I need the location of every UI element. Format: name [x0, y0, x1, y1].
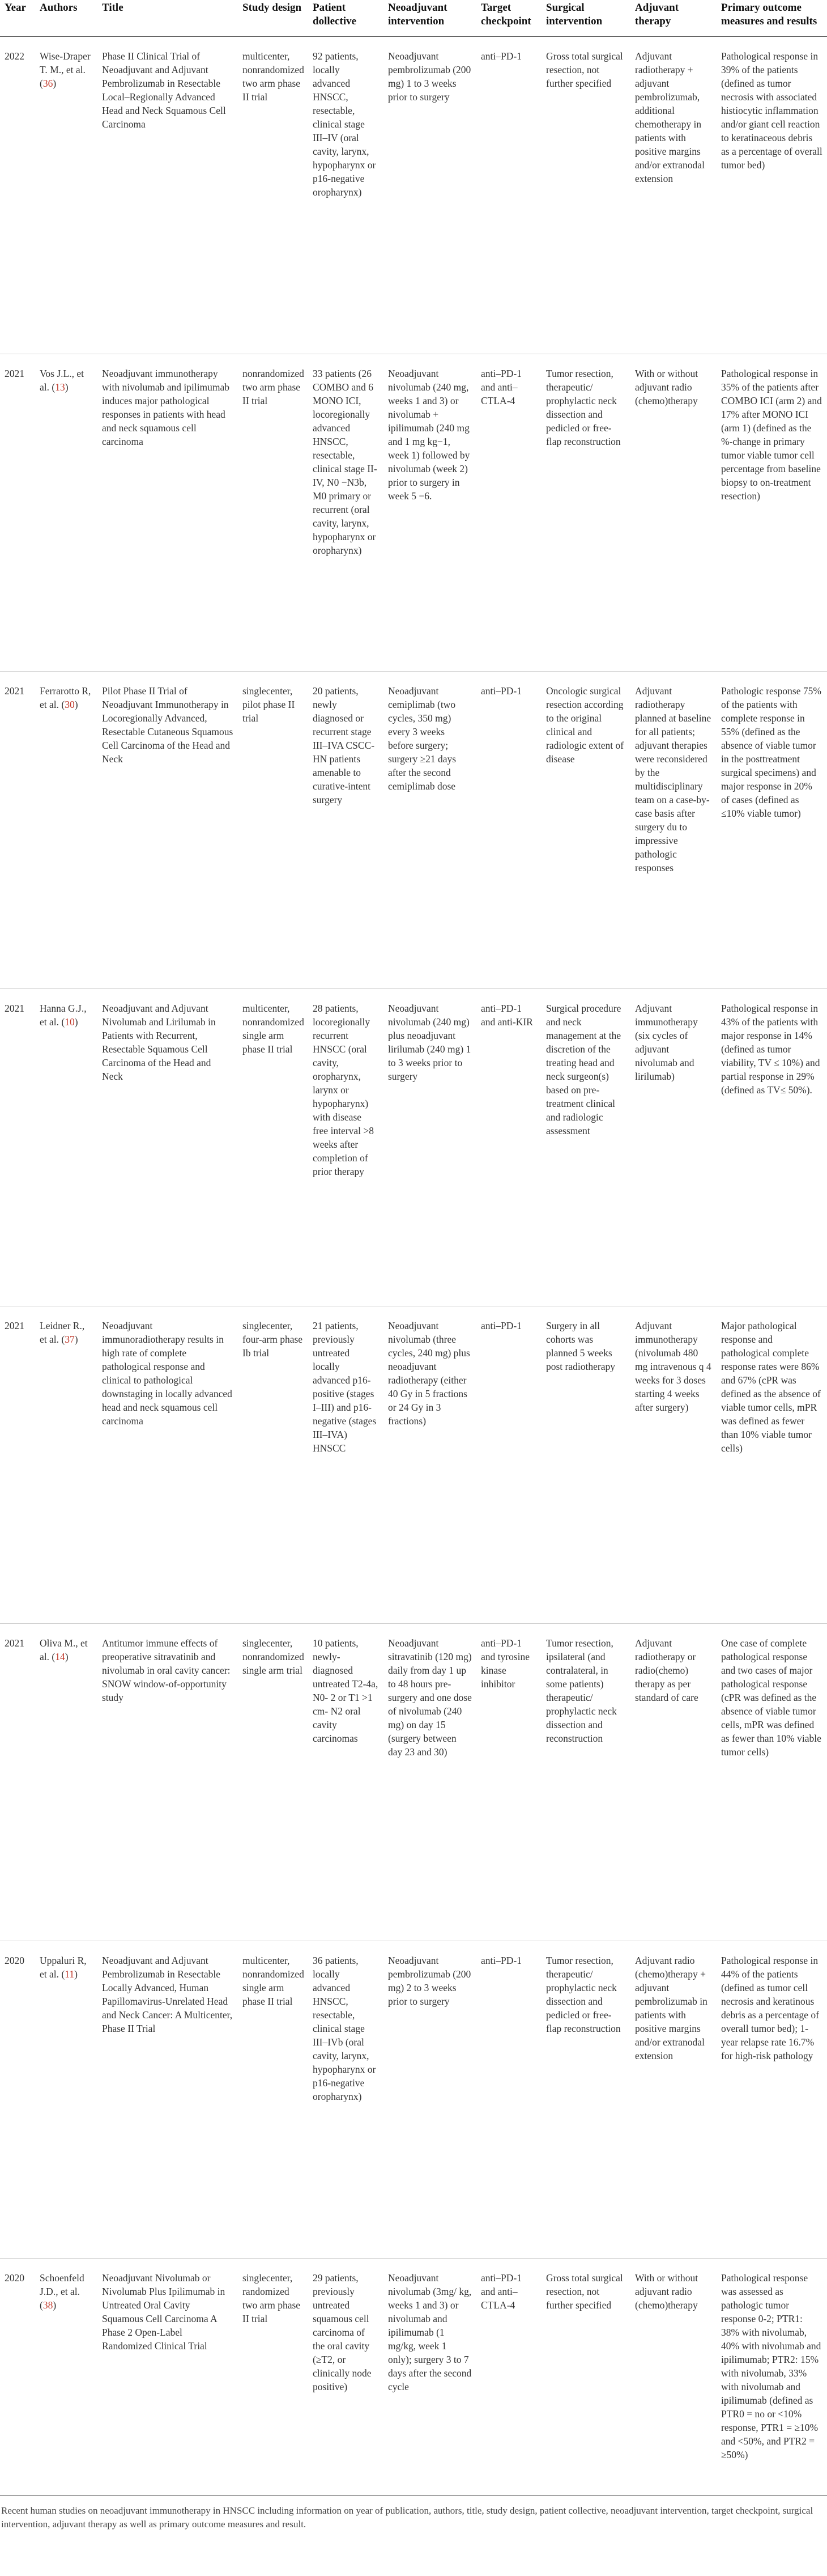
target-checkpoint-cell: anti–PD-1 — [476, 672, 542, 989]
author-names: Hanna G.J., et al. — [40, 1003, 87, 1028]
primary-outcome-cell: Pathological response in 35% of the patients after COMBO ICI (arm 2) and 17% after MONO ICI (arm 1) (defined as the %-change in primary tumor viable tumor cell percentage from baseline biopsy to on-treatment resection) — [717, 354, 827, 672]
table-caption: Recent human studies on neoadjuvant immunotherapy in HNSCC including information on year of publication, authors, title, study design, patient collective, neoadjuvant intervention, target checkpoint, surgical intervention, adjuvant therapy as well as primary outcome measures and result. — [1, 2505, 813, 2530]
title-cell: Neoadjuvant immunoradiotherapy results in high rate of complete pathological response and clinical to pathological downstaging in locally advanced head and neck squamous cell carcinoma — [97, 1306, 238, 1624]
adjuvant-therapy-cell: With or without adjuvant radio (chemo)therapy — [630, 2259, 717, 2576]
authors-cell: Hanna G.J., et al. (10) — [35, 989, 97, 1306]
study-design-cell: singlecenter, nonrandomized single arm trial — [238, 1624, 308, 1941]
target-checkpoint-cell: anti–PD-1 and anti–CTLA-4 — [476, 2259, 542, 2576]
neoadjuvant-intervention-cell: Neoadjuvant cemiplimab (two cycles, 350 mg) every 3 weeks before surgery; surgery ≥21 days after the second cemiplimab dose — [383, 672, 476, 989]
study-design-cell: nonrandomized two arm phase II trial — [238, 354, 308, 672]
study-design-cell: multicenter, nonrandomized single arm phase II trial — [238, 1941, 308, 2259]
year-cell: 2021 — [0, 354, 35, 672]
title-cell: Neoadjuvant Nivolumab or Nivolumab Plus Ipilimumab in Untreated Oral Cavity Squamous Cell Carcinoma A Phase 2 Open-Label Randomized Clinical Trial — [97, 2259, 238, 2576]
primary-outcome-cell: Major pathological response and pathological complete response rates were 86% and 67% (cPR was defined as the absence of viable tumor cells, mPR was defined as fewer than 10% viable tumor cells) — [717, 1306, 827, 1624]
primary-outcome-cell: Pathological response in 44% of the patients (defined as tumor cell necrosis and keratinous debris as a percentage of overall tumor bed); 1-year relapse rate 16.7% for high-risk pathology — [717, 1941, 827, 2259]
title-cell: Pilot Phase II Trial of Neoadjuvant Immunotherapy in Locoregionally Advanced, Resectable Cutaneous Squamous Cell Carcinoma of the Head and Neck — [97, 672, 238, 989]
author-names: Wise-Draper T. M., et al. — [40, 50, 91, 75]
patient-collective-cell: 21 patients, previously untreated locally advanced p16-positive (stages I–III) and p16-negative (stages III–IVA) HNSCC — [308, 1306, 383, 1624]
patient-collective-cell: 36 patients, locally advanced HNSCC, resectable, clinical stage III–IVb (oral cavity, larynx, hypopharynx or p16-negative oropharynx) — [308, 1941, 383, 2259]
adjuvant-therapy-cell: Adjuvant radiotherapy planned at baseline for all patients; adjuvant therapies were reconsidered by the multidisciplinary team on a case-by-case basis after surgery du to impressive pathologic responses — [630, 672, 717, 989]
title-cell: Neoadjuvant immunotherapy with nivolumab and ipilimumab induces major pathological responses in patients with head and neck squamous cell carcinoma — [97, 354, 238, 672]
primary-outcome-cell: One case of complete pathological response and two cases of major pathological response (cPR was defined as the absence of viable tumor cells, mPR was defined as fewer than 10% viable tumor cells) — [717, 1624, 827, 1941]
primary-outcome-cell: Pathological response in 43% of the patients with major response in 14% (defined as tumor viability, TV ≤ 10%) and partial response in 29% (defined as TV≤ 50%). — [717, 989, 827, 1306]
reference-link[interactable]: 37 — [65, 1334, 75, 1345]
neoadjuvant-intervention-cell: Neoadjuvant nivolumab (three cycles, 240 mg) plus neoadjuvant radiotherapy (either 40 Gy in 5 fractions or 24 Gy in 3 fractions) — [383, 1306, 476, 1624]
neoadjuvant-intervention-cell: Neoadjuvant nivolumab (3mg/ kg, weeks 1 and 3) or nivolumab and ipilimumab (1 mg/kg, week 1 only); surgery 3 to 7 days after the second cycle — [383, 2259, 476, 2576]
column-header: Year — [0, 0, 35, 37]
column-header: Authors — [35, 0, 97, 37]
header-row — [0, 0, 827, 37]
year-cell: 2020 — [0, 2259, 35, 2576]
year-cell: 2022 — [5, 50, 24, 62]
study-design-cell: singlecenter, randomized two arm phase II trial — [238, 2259, 308, 2576]
author-names: Ferrarotto R, et al. — [40, 685, 91, 710]
neoadjuvant-intervention-cell: Neoadjuvant pembrolizumab (200 mg) 1 to 3 weeks prior to surgery — [388, 50, 471, 103]
table-row — [0, 37, 827, 354]
surgical-intervention-cell: Tumor resection, therapeutic/ prophylactic neck dissection and pedicled or free-flap reconstruction — [542, 354, 630, 672]
patient-collective-cell: 10 patients, newly-diagnosed untreated T2-4a, N0- 2 or T1 >1 cm- N2 oral cavity carcinomas — [308, 1624, 383, 1941]
target-checkpoint-cell: anti–PD-1 — [476, 1306, 542, 1624]
title-cell: Antitumor immune effects of preoperative sitravatinib and nivolumab in oral cavity cancer: SNOW window-of-opportunity study — [97, 1624, 238, 1941]
patient-collective-cell: 28 patients, locoregionally recurrent HNSCC (oral cavity, oropharynx, larynx or hypopharynx) with disease free interval >8 weeks after completion of prior therapy — [308, 989, 383, 1306]
surgical-intervention-cell: Gross total surgical resection, not further specified — [546, 50, 623, 89]
surgical-intervention-cell: Tumor resection, ipsilateral (and contralateral, in some patients) therapeutic/ prophylactic neck dissection and reconstruction — [542, 1624, 630, 1941]
surgical-intervention-cell: Tumor resection, therapeutic/ prophylactic neck dissection and pedicled or free-flap reconstruction — [542, 1941, 630, 2259]
reference-link[interactable]: 11 — [65, 1968, 75, 1980]
primary-outcome-cell: Pathological response in 39% of the patients (defined as tumor necrosis with associated histiocytic inflammation and/or giant cell reaction to keratinaceous debris as a percentage of overall tumor bed) — [721, 50, 822, 171]
surgical-intervention-cell: Oncologic surgical resection according to the original clinical and radiologic extent of disease — [542, 672, 630, 989]
author-names: Uppaluri R, et al. — [40, 1955, 87, 1980]
adjuvant-therapy-cell: Adjuvant radiotherapy or radio(chemo) therapy as per standard of care — [630, 1624, 717, 1941]
table-row — [0, 989, 827, 1306]
table-row — [0, 1941, 827, 2259]
target-checkpoint-cell: anti–PD-1 and tyrosine kinase inhibitor — [476, 1624, 542, 1941]
adjuvant-therapy-cell: Adjuvant immunotherapy (nivolumab 480 mg intravenous q 4 weeks for 3 doses starting 4 weeks after surgery) — [630, 1306, 717, 1624]
study-design-cell: multicenter, nonrandomized two arm phase II trial — [242, 50, 304, 103]
neoadjuvant-intervention-cell: Neoadjuvant nivolumab (240 mg, weeks 1 and 3) or nivolumab + ipilimumab (240 mg and 1 mg kg−1, week 1) followed by nivolumab (week 2) prior to surgery in week 5 −6. — [383, 354, 476, 672]
table-row — [0, 354, 827, 672]
author-names: Leidner R., et al. — [40, 1320, 85, 1345]
column-header: Primary outcome measures and results — [717, 0, 827, 37]
authors-cell: Leidner R., et al. (37) — [35, 1306, 97, 1624]
primary-outcome-cell: Pathologic response 75% of the patients with complete response in 55% (defined as the absence of viable tumor in the posttreatment surgical specimens) and major response in 20% of cases (defined as ≤10% viable tumor) — [717, 672, 827, 989]
target-checkpoint-cell: anti–PD-1 and anti–CTLA-4 — [476, 354, 542, 672]
study-design-cell: singlecenter, pilot phase II trial — [238, 672, 308, 989]
primary-outcome-cell: Pathological response was assessed as pathologic tumor response 0-2; PTR1: 38% with nivolumab, 40% with nivolumab and ipilimumab; PTR2: 15% with nivolumab, 33% with nivolumab and ipilimumab (defined as PTR0 = no or <10% response, PTR1 = ≥10% and <50%, and PTR2 = ≥50%) — [717, 2259, 827, 2576]
study-design-cell: multicenter, nonrandomized single arm phase II trial — [238, 989, 308, 1306]
author-names: Schoenfeld J.D., et al. — [40, 2272, 84, 2297]
reference-link[interactable]: 30 — [65, 699, 75, 710]
author-names: Oliva M., et al. — [40, 1637, 88, 1662]
neoadjuvant-intervention-cell: Neoadjuvant nivolumab (240 mg) plus neoadjuvant lirilumab (240 mg) 1 to 3 weeks prior to surgery — [383, 989, 476, 1306]
column-header: Title — [97, 0, 238, 37]
reference-link[interactable]: 38 — [42, 2299, 53, 2311]
table-row — [0, 672, 827, 989]
author-names: Vos J.L., et al. — [40, 368, 84, 393]
reference-link[interactable]: 36 — [42, 78, 53, 89]
patient-collective-cell: 33 patients (26 COMBO and 6 MONO ICI, locoregionally advanced HNSCC, resectable, clinical stage II-IV, N0 −N3b, M0 primary or recurrent (oral cavity, larynx, hypopharynx or oropharynx) — [308, 354, 383, 672]
title-cell: Neoadjuvant and Adjuvant Nivolumab and Lirilumab in Patients with Recurrent, Resectable Squamous Cell Carcinoma of the Head and Neck — [97, 989, 238, 1306]
target-checkpoint-cell: anti–PD-1 — [481, 50, 522, 62]
column-header: Study design — [238, 0, 308, 37]
column-header: Surgical intervention — [542, 0, 630, 37]
adjuvant-therapy-cell: With or without adjuvant radio (chemo)therapy — [630, 354, 717, 672]
adjuvant-therapy-cell: Adjuvant radio (chemo)therapy + adjuvant pembrolizumab in patients with positive margins and/or extranodal extension — [630, 1941, 717, 2259]
adjuvant-therapy-cell: Adjuvant immunotherapy (six cycles of adjuvant nivolumab and lirilumab) — [630, 989, 717, 1306]
table-body — [0, 37, 827, 2576]
authors-cell: Schoenfeld J.D., et al. (38) — [35, 2259, 97, 2576]
surgical-intervention-cell: Surgery in all cohorts was planned 5 weeks post radiotherapy — [542, 1306, 630, 1624]
patient-collective-cell: 20 patients, newly diagnosed or recurrent stage III–IVA CSCC-HN patients amenable to curative-intent surgery — [308, 672, 383, 989]
neoadjuvant-intervention-cell: Neoadjuvant sitravatinib (120 mg) daily from day 1 up to 48 hours pre-surgery and one dose of nivolumab (240 mg) on day 15 (surgery between day 23 and 30) — [383, 1624, 476, 1941]
authors-cell: Ferrarotto R, et al. (30) — [35, 672, 97, 989]
patient-collective-cell: 29 patients, previously untreated squamous cell carcinoma of the oral cavity (≥T2, or clinically node positive) — [308, 2259, 383, 2576]
surgical-intervention-cell: Surgical procedure and neck management at the discretion of the treating head and neck surgeon(s) based on pre-treatment clinical and radiologic assessment — [542, 989, 630, 1306]
table-bottom-rule — [0, 2495, 827, 2496]
reference-link[interactable]: 10 — [65, 1016, 75, 1028]
year-cell: 2021 — [0, 1306, 35, 1624]
surgical-intervention-cell: Gross total surgical resection, not further specified — [542, 2259, 630, 2576]
authors-cell: Vos J.L., et al. (13) — [35, 354, 97, 672]
year-cell: 2021 — [0, 989, 35, 1306]
table-row — [0, 1624, 827, 1941]
column-header: Patient dollective — [308, 0, 383, 37]
year-cell: 2021 — [0, 672, 35, 989]
year-cell: 2021 — [0, 1624, 35, 1941]
reference-link[interactable]: 13 — [55, 381, 65, 393]
column-header: Adjuvant therapy — [630, 0, 717, 37]
target-checkpoint-cell: anti–PD-1 — [476, 1941, 542, 2259]
neoadjuvant-intervention-cell: Neoadjuvant pembrolizumab (200 mg) 2 to 3 weeks prior to surgery — [383, 1941, 476, 2259]
year-cell: 2020 — [0, 1941, 35, 2259]
column-header: Neoadjuvant intervention — [383, 0, 476, 37]
patient-collective-cell: 92 patients, locally advanced HNSCC, resectable, clinical stage III–IV (oral cavity, larynx, hypopharynx or p16-negative oropharynx) — [313, 50, 376, 198]
study-design-cell: singlecenter, four-arm phase Ib trial — [238, 1306, 308, 1624]
column-header: Target checkpoint — [476, 0, 542, 37]
title-cell: Phase II Clinical Trial of Neoadjuvant and Adjuvant Pembrolizumab in Resectable Local–Regionally Advanced Head and Neck Squamous Cell Carcinoma — [102, 50, 226, 130]
authors-cell: Wise-Draper T. M., et al. (36) — [40, 50, 91, 89]
target-checkpoint-cell: anti–PD-1 and anti-KIR — [476, 989, 542, 1306]
authors-cell: Oliva M., et al. (14) — [35, 1624, 97, 1941]
authors-cell: Uppaluri R, et al. (11) — [35, 1941, 97, 2259]
title-cell: Neoadjuvant and Adjuvant Pembrolizumab in Resectable Locally Advanced, Human Papillomavirus-Unrelated Head and Neck Cancer: A Multicenter, Phase II Trial — [97, 1941, 238, 2259]
reference-link[interactable]: 14 — [55, 1651, 65, 1662]
adjuvant-therapy-cell: Adjuvant radiotherapy + adjuvant pembrolizumab, additional chemotherapy in patients with positive margins and/or extranodal extension — [635, 50, 705, 184]
table-header — [0, 0, 827, 37]
table-row — [0, 1306, 827, 1624]
